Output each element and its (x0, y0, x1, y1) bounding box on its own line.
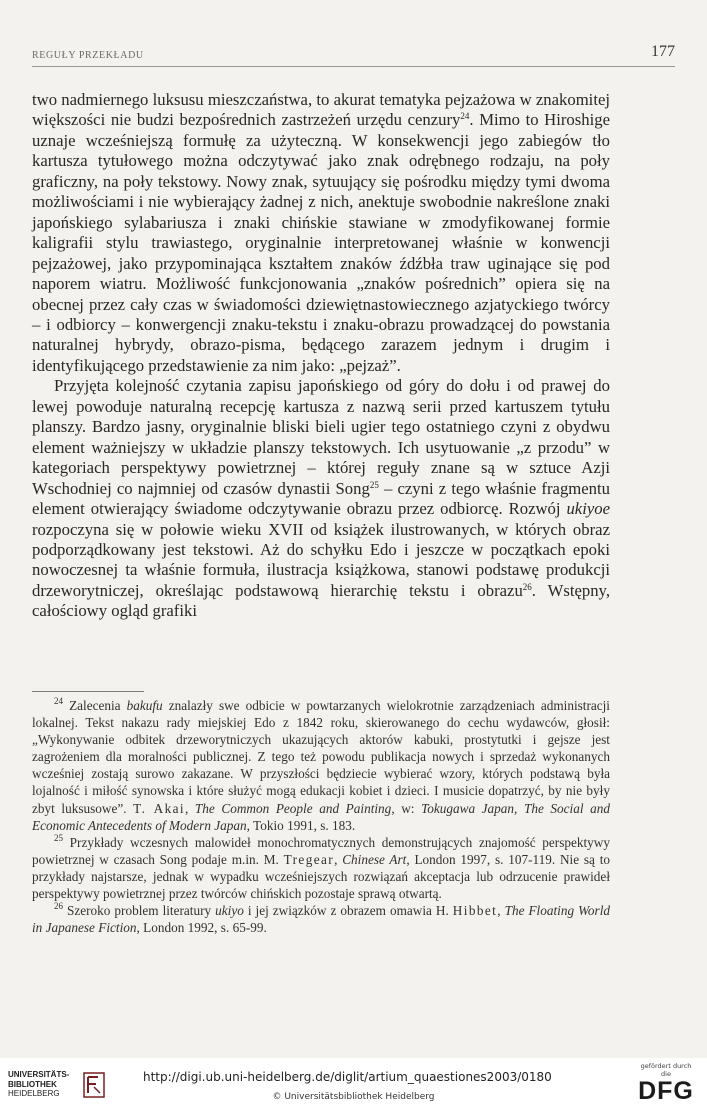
paragraph-2-text-a: Przyjęta kolejność czytania zapisu japońskiego od góry do dołu i od prawej do lewej powoduje naturalną recepcję kartusza z nazwą serii przed kartuszem tytułu planszy. Bardzo jasny, oryginalnie bliski bieli ugier tego ostatniego czyni z obydwu element ważniejszy w układzie planszy tekstowych. Ich usytuowanie „z przodu” w kategoriach perspektywy powietrznej – której reguły znane są w sztuce Azji Wschodniej co najmniej od czasów dynastii Song (32, 376, 610, 498)
work-title: Chinese Art (342, 851, 407, 867)
footnote-text: , Tokio 1991, s. 183. (246, 817, 356, 833)
footnote-number: 25 (54, 832, 63, 843)
footnote-ref-26[interactable]: 26 (522, 581, 532, 592)
footnote-text: , w: (391, 800, 422, 816)
paragraph-1-text-b: . Mimo to Hiroshige uznaje wcześniejszą formułę za użyteczną. W konsekwencji jego zabiegów tło kartusza tytułowego można odczytywać jako znak odrębnego rodzaju, na poły graficzny, na poły tekstowy. Nowy znak, sytuujący się pośrodku między tymi dwoma możliwościami i nie wybierający żadnej z nich, anektuje swobodnie nakreślone znaki japońskiego sylabariusza i znaki chińskie stawiane w zmodyfikowanej formie kaligrafii stylu trawiastego, oryginalnie interpretowanej właśnie w konwencji pejzażowej, jako przypominająca kształtem znaków źdźbła traw uginające się pod naporem wiatru. Możliwość funkcjonowania „znaków pośrednich” opiera się na obecnej przez cały czas w świadomości dziewiętnastowiecznego azjatyckiego twórcy – i odbiorcy – konwergencji znaku-tekstu i znaku-obrazu prowadzącej do powstania naturalnej hybrydy, obrazo-pisma, będącego zarazem jednym i drugim i identyfikującego przedstawienie za nim jako: „pejzaż”. (32, 110, 610, 375)
work-title: The Common People and Painting (194, 800, 392, 816)
paragraph-2-text-d: . Wstępny, całościowy ogląd grafiki (32, 580, 610, 621)
digitization-footer (0, 1058, 707, 1109)
term-ukiyoe: ukiyoe (566, 499, 610, 519)
footnote-text: , London 1992, s. 65-99. (136, 920, 267, 936)
library-name-line-3: HEIDELBERG (8, 1089, 60, 1098)
footnote-text: , (334, 851, 343, 867)
paragraph-2-text-c: rozpoczyna się w połowie wieku XVII od książek ilustrowanych, w których obraz podporządkowany jest tekstowi. Aż do schyłku Edo i jeszcze w początkach epoki nowoczesnej ta właśnie formuła, ilustracja książkowa, stanowi podstawę produkcji drzeworytniczej, określając podstawową hierarchię tekstu i obrazu (32, 519, 610, 600)
term-ukiyo: ukiyo (215, 903, 244, 919)
footnote-text: , (184, 800, 195, 816)
footnote-text: Zalecenia (63, 698, 127, 713)
footnote-24 (32, 697, 610, 834)
paragraph-2-text-b: – czyni z tego właśnie fragmentu element otwierający świadome odczytywanie obrazu przez odbiorcę. Rozwój (32, 478, 610, 519)
book-title: Tokugawa Japan, The Social and Economic Antecedents of Modern Japan (32, 800, 611, 833)
footnote-number: 26 (54, 901, 63, 912)
funder-branding[interactable] (635, 1062, 697, 1104)
footnote-text: Przykłady wczesnych malowideł monochromatycznych demonstrujących znajomość perspektywy powietrznej w czasach Song podaje m.in. M. (32, 834, 610, 867)
paragraph-2 (32, 376, 610, 621)
author-name: Hibbet (452, 903, 498, 919)
main-text (32, 90, 610, 622)
paragraph-1-text-a: two nadmiernego luksusu mieszczaństwa, to akurat tematyka pejzażowa w znakomitej większości nie budzi bezpośrednich zastrzeżeń urzędu cenzury (32, 90, 610, 130)
term-bakufu: bakufu (126, 698, 163, 713)
running-head: REGUŁY PRZEKŁADU (32, 50, 144, 61)
page-number: 177 (651, 43, 675, 60)
footnote-26 (32, 902, 610, 936)
author-name: Tregear (283, 851, 335, 867)
footnote-separator (32, 691, 144, 692)
footnote-text: Szeroko problem literatury (63, 903, 216, 919)
footnote-number: 24 (54, 696, 63, 706)
footnote-25 (32, 834, 610, 902)
footnote-ref-24[interactable]: 24 (460, 111, 470, 122)
author-name: T. Akai (133, 800, 185, 816)
work-title: The Floating World in Japanese Fiction (32, 903, 610, 936)
footnote-text: i jej związków z obrazem omawia H. (243, 903, 453, 919)
page-header (32, 44, 675, 67)
footnote-text: znalazły swe odbicie w powtarzanych wielokrotnie zarządzeniach administracji lokalnej. Tekst nakazu rady miejskiej Edo z 1842 roku, skierowanego do cechu wydawców, głosił: „Wykonywanie odbitek drzeworytniczych ukazujących aktorów kabuki, prostytutki i gejsze jest zagrożeniem dla moralności publicznej. Z tego też powodu publikacja nowych i sprzedaż wykonanych wcześniej zostają surowo zakazane. W przyszłości będziecie wybierać wzory, których podstawą była lojalność i miłość synowska i które służyć mogą edukacji kobiet i dzieci. I musicie dopatrzyć, by nie były zbyt luksusowe”. (32, 698, 610, 816)
funding-note: gefördert durch die (640, 1062, 692, 1078)
footnote-text: , London 1997, s. 107-119. Nie są to przykłady najstarsze, jednak w wypadku wcześniejszych rozwiązań akceptacja lub odrzucenie prawideł perspektywy powietrznej przez twórców chińskich pozostaje sprawą otwartą. (32, 851, 611, 902)
dfg-logo: DFG (638, 1077, 694, 1105)
library-name-line-1: UNIVERSITÄTS- (8, 1070, 70, 1079)
footnote-ref-25[interactable]: 25 (369, 479, 379, 490)
footnotes (32, 697, 610, 936)
footnote-text: , (497, 903, 505, 919)
paragraph-1 (32, 90, 610, 376)
library-name-line-2: BIBLIOTHEK (8, 1079, 57, 1089)
permalink-url[interactable]: http://digi.ub.uni-heidelberg.de/diglit/artium_quaestiones2003/0180 (143, 1070, 552, 1084)
copyright-notice: © Universitätsbibliothek Heidelberg (272, 1092, 435, 1102)
